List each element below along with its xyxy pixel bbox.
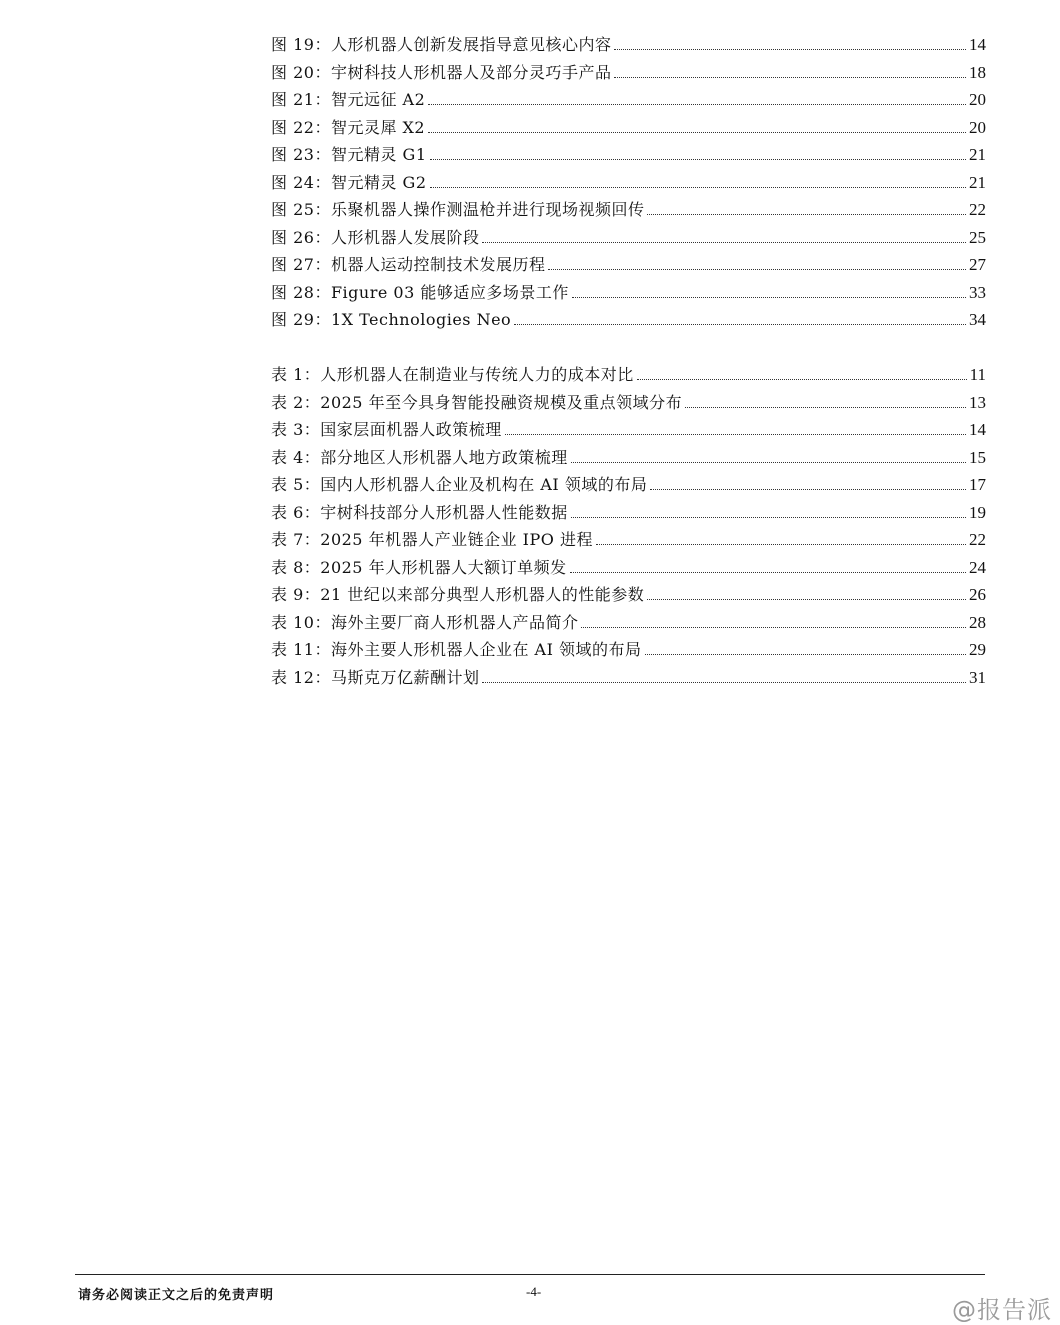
toc-entry-label: 图 25：乐聚机器人操作测温枪并进行现场视频回传: [271, 200, 645, 219]
toc-entry-label: 图 22：智元灵犀 X2: [271, 117, 426, 137]
toc-entry-label: 表 5：国内人形机器人企业及机构在 AI 领域的布局: [271, 475, 648, 494]
toc-entry-figure-20[interactable]: [271, 59, 986, 87]
toc-entry-figure-27[interactable]: [271, 251, 986, 279]
toc-entry-table-6[interactable]: [271, 499, 986, 527]
footer-page-number: -4-: [526, 1284, 542, 1299]
toc-entry-page: 26: [969, 585, 986, 604]
toc-entry-label: 表 8：2025 年人形机器人大额订单频发: [271, 557, 567, 577]
toc-entry-page: 17: [969, 475, 986, 494]
dot-leader: [571, 461, 966, 463]
watermark: @报告派: [952, 1296, 1052, 1324]
toc-entry-page: 20: [969, 117, 986, 137]
footer-disclaimer: 请务必阅读正文之后的免责声明: [78, 1288, 275, 1303]
toc-entry-label: 图 29：1X Technologies Neo: [271, 310, 512, 329]
toc-entry-label: 图 19：人形机器人创新发展指导意见核心内容: [271, 35, 612, 54]
dot-leader: [428, 103, 966, 105]
toc-entry-table-11[interactable]: [271, 636, 986, 664]
toc-entry-page: 24: [969, 557, 986, 577]
dot-leader: [430, 186, 967, 188]
toc-entry-label: 表 9：21 世纪以来部分典型人形机器人的性能参数: [271, 585, 645, 604]
dot-leader: [570, 571, 966, 573]
toc-entry-table-8[interactable]: [271, 554, 986, 582]
figure-list: [271, 31, 986, 334]
toc-entry-figure-28[interactable]: [271, 279, 986, 307]
toc-entry-figure-23[interactable]: [271, 141, 986, 169]
dot-leader: [645, 653, 967, 655]
dot-leader: [614, 76, 966, 78]
dot-leader: [571, 516, 966, 518]
toc-entry-table-5[interactable]: [271, 471, 986, 499]
toc-entry-label: 图 26：人形机器人发展阶段: [271, 227, 480, 247]
dot-leader: [548, 268, 966, 270]
toc-entry-label: 图 28：Figure 03 能够适应多场景工作: [271, 282, 569, 302]
toc-entry-page: 28: [969, 612, 986, 632]
toc-entry-label: 图 23：智元精灵 G1: [271, 145, 427, 164]
toc-entry-page: 14: [969, 420, 986, 439]
toc-entry-page: 25: [969, 227, 986, 247]
footer-divider: [75, 1274, 985, 1275]
toc-entry-page: 21: [969, 172, 986, 192]
toc-entry-page: 11: [969, 365, 986, 384]
toc-entry-label: 表 1：人形机器人在制造业与传统人力的成本对比: [271, 365, 634, 384]
toc-entry-page: 19: [969, 502, 986, 522]
toc-entry-page: 21: [969, 145, 986, 164]
toc-entry-page: 18: [969, 62, 986, 82]
toc-entry-label: 表 2：2025 年至今具身智能投融资规模及重点领域分布: [271, 392, 683, 412]
dot-leader: [685, 406, 966, 408]
table-list: [271, 361, 986, 691]
dot-leader: [596, 543, 966, 545]
dot-leader: [647, 598, 966, 600]
toc-entry-label: 表 7：2025 年机器人产业链企业 IPO 进程: [271, 530, 593, 549]
dot-leader: [514, 323, 966, 325]
dot-leader: [650, 488, 966, 490]
toc-entry-label: 表 12：马斯克万亿薪酬计划: [271, 667, 480, 687]
toc-entry-table-2[interactable]: [271, 389, 986, 417]
toc-entry-figure-22[interactable]: [271, 114, 986, 142]
toc-entry-page: 33: [969, 282, 986, 302]
dot-leader: [482, 681, 966, 683]
dot-leader: [430, 158, 967, 160]
dot-leader: [614, 48, 966, 50]
toc-entry-label: 表 3：国家层面机器人政策梳理: [271, 420, 502, 439]
toc-entry-page: 29: [969, 640, 986, 659]
dot-leader: [505, 433, 966, 435]
toc-entry-table-12[interactable]: [271, 664, 986, 692]
toc-entry-page: 14: [969, 35, 986, 54]
toc-entry-figure-29[interactable]: [271, 306, 986, 334]
toc-entry-label: 图 21：智元远征 A2: [271, 90, 426, 109]
toc-entry-page: 27: [969, 255, 986, 274]
toc-entry-table-7[interactable]: [271, 526, 986, 554]
toc-entry-table-10[interactable]: [271, 609, 986, 637]
toc-entry-table-9[interactable]: [271, 581, 986, 609]
toc-entry-label: 图 27：机器人运动控制技术发展历程: [271, 255, 546, 274]
toc-entry-label: 图 24：智元精灵 G2: [271, 172, 427, 192]
toc-entry-table-1[interactable]: [271, 361, 986, 389]
toc-entry-page: 22: [969, 530, 986, 549]
toc-entry-label: 表 10：海外主要厂商人形机器人产品简介: [271, 612, 579, 632]
dot-leader: [572, 296, 966, 298]
toc-entry-label: 表 6：宇树科技部分人形机器人性能数据: [271, 502, 568, 522]
toc-entry-page: 31: [969, 667, 986, 687]
dot-leader: [482, 241, 966, 243]
toc-entry-page: 34: [969, 310, 986, 329]
toc-entry-table-4[interactable]: [271, 444, 986, 472]
toc-entry-table-3[interactable]: [271, 416, 986, 444]
toc-entry-page: 15: [969, 447, 986, 467]
toc-entry-label: 表 4：部分地区人形机器人地方政策梳理: [271, 447, 568, 467]
dot-leader: [428, 131, 966, 133]
dot-leader: [637, 378, 967, 380]
toc-entry-figure-19[interactable]: [271, 31, 986, 59]
toc-entry-figure-24[interactable]: [271, 169, 986, 197]
toc-entry-figure-26[interactable]: [271, 224, 986, 252]
dot-leader: [581, 626, 966, 628]
toc-entry-page: 20: [969, 90, 986, 109]
toc-entry-page: 22: [969, 200, 986, 219]
dot-leader: [647, 213, 966, 215]
toc-entry-figure-25[interactable]: [271, 196, 986, 224]
toc-entry-label: 表 11：海外主要人形机器人企业在 AI 领域的布局: [271, 640, 642, 659]
toc-entry-figure-21[interactable]: [271, 86, 986, 114]
toc-entry-label: 图 20：宇树科技人形机器人及部分灵巧手产品: [271, 62, 612, 82]
toc-entry-page: 13: [969, 392, 986, 412]
